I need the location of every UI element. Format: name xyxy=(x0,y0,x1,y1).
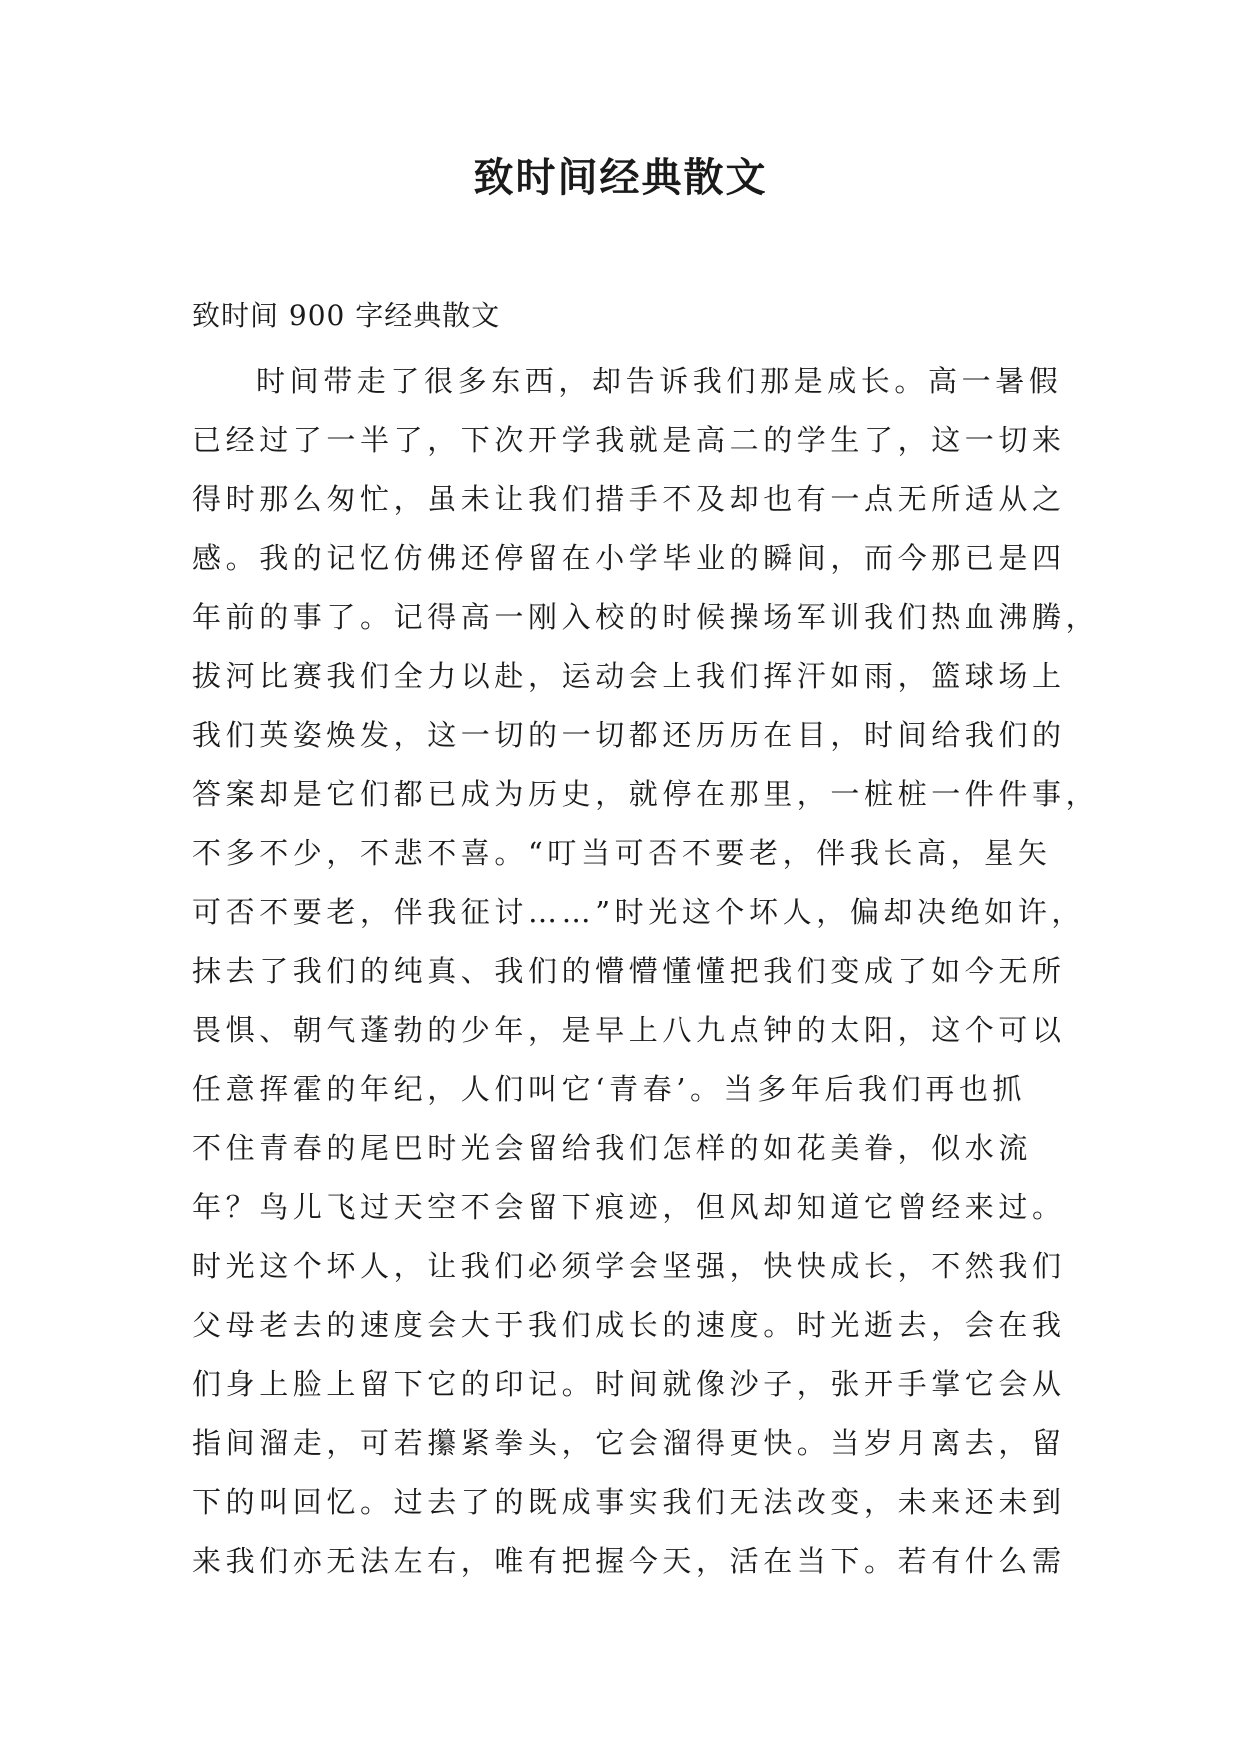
paragraph-line: 们身上脸上留下它的印记。时间就像沙子，张开手掌它会从 xyxy=(192,1367,1066,1401)
paragraph-line: 抹去了我们的纯真、我们的懵懵懂懂把我们变成了如今无所 xyxy=(192,954,1066,988)
paragraph-line: 指间溜走，可若攥紧拳头，它会溜得更快。当岁月离去，留 xyxy=(192,1426,1066,1460)
paragraph-line: 不住青春的尾巴时光会留给我们怎样的如花美眷，似水流 xyxy=(192,1131,1033,1165)
paragraph-line: 答案却是它们都已成为历史，就停在那里，一桩桩一件件事， xyxy=(192,777,1100,811)
paragraph-line: 来我们亦无法左右，唯有把握今天，活在当下。若有什么需 xyxy=(192,1544,1066,1578)
paragraph-line: 可否不要老，伴我征讨……”时光这个坏人，偏却决绝如许， xyxy=(192,895,1086,929)
paragraph-line: 年？鸟儿飞过天空不会留下痕迹，但风却知道它曾经来过。 xyxy=(192,1190,1066,1224)
paragraph-line: 得时那么匆忙，虽未让我们措手不及却也有一点无所适从之 xyxy=(192,482,1066,516)
paragraph-line: 下的叫回忆。过去了的既成事实我们无法改变，未来还未到 xyxy=(192,1485,1066,1519)
paragraph-line: 时光这个坏人，让我们必须学会坚强，快快成长，不然我们 xyxy=(192,1249,1066,1283)
document-subtitle: 致时间 900 字经典散文 xyxy=(192,299,501,332)
paragraph-line: 拔河比赛我们全力以赴，运动会上我们挥汗如雨，篮球场上 xyxy=(192,659,1066,693)
paragraph-line: 年前的事了。记得高一刚入校的时候操场军训我们热血沸腾， xyxy=(192,600,1100,634)
paragraph-line: 时间带走了很多东西，却告诉我们那是成长。高一暑假 xyxy=(256,364,1063,398)
paragraph-line: 父母老去的速度会大于我们成长的速度。时光逝去，会在我 xyxy=(192,1308,1066,1342)
paragraph-line: 我们英姿焕发，这一切的一切都还历历在目，时间给我们的 xyxy=(192,718,1066,752)
document-title: 致时间经典散文 xyxy=(473,154,768,201)
paragraph-line: 已经过了一半了，下次开学我就是高二的学生了，这一切来 xyxy=(192,423,1066,457)
paragraph-line: 任意挥霍的年纪，人们叫它‘青春’。当多年后我们再也抓 xyxy=(192,1072,1027,1106)
paragraph-line: 不多不少，不悲不喜。“叮当可否不要老，伴我长高，星矢 xyxy=(192,836,1052,870)
paragraph-line: 感。我的记忆仿佛还停留在小学毕业的瞬间，而今那已是四 xyxy=(192,541,1066,575)
body-text xyxy=(192,352,1100,1591)
paragraph-line: 畏惧、朝气蓬勃的少年，是早上八九点钟的太阳，这个可以 xyxy=(192,1013,1066,1047)
